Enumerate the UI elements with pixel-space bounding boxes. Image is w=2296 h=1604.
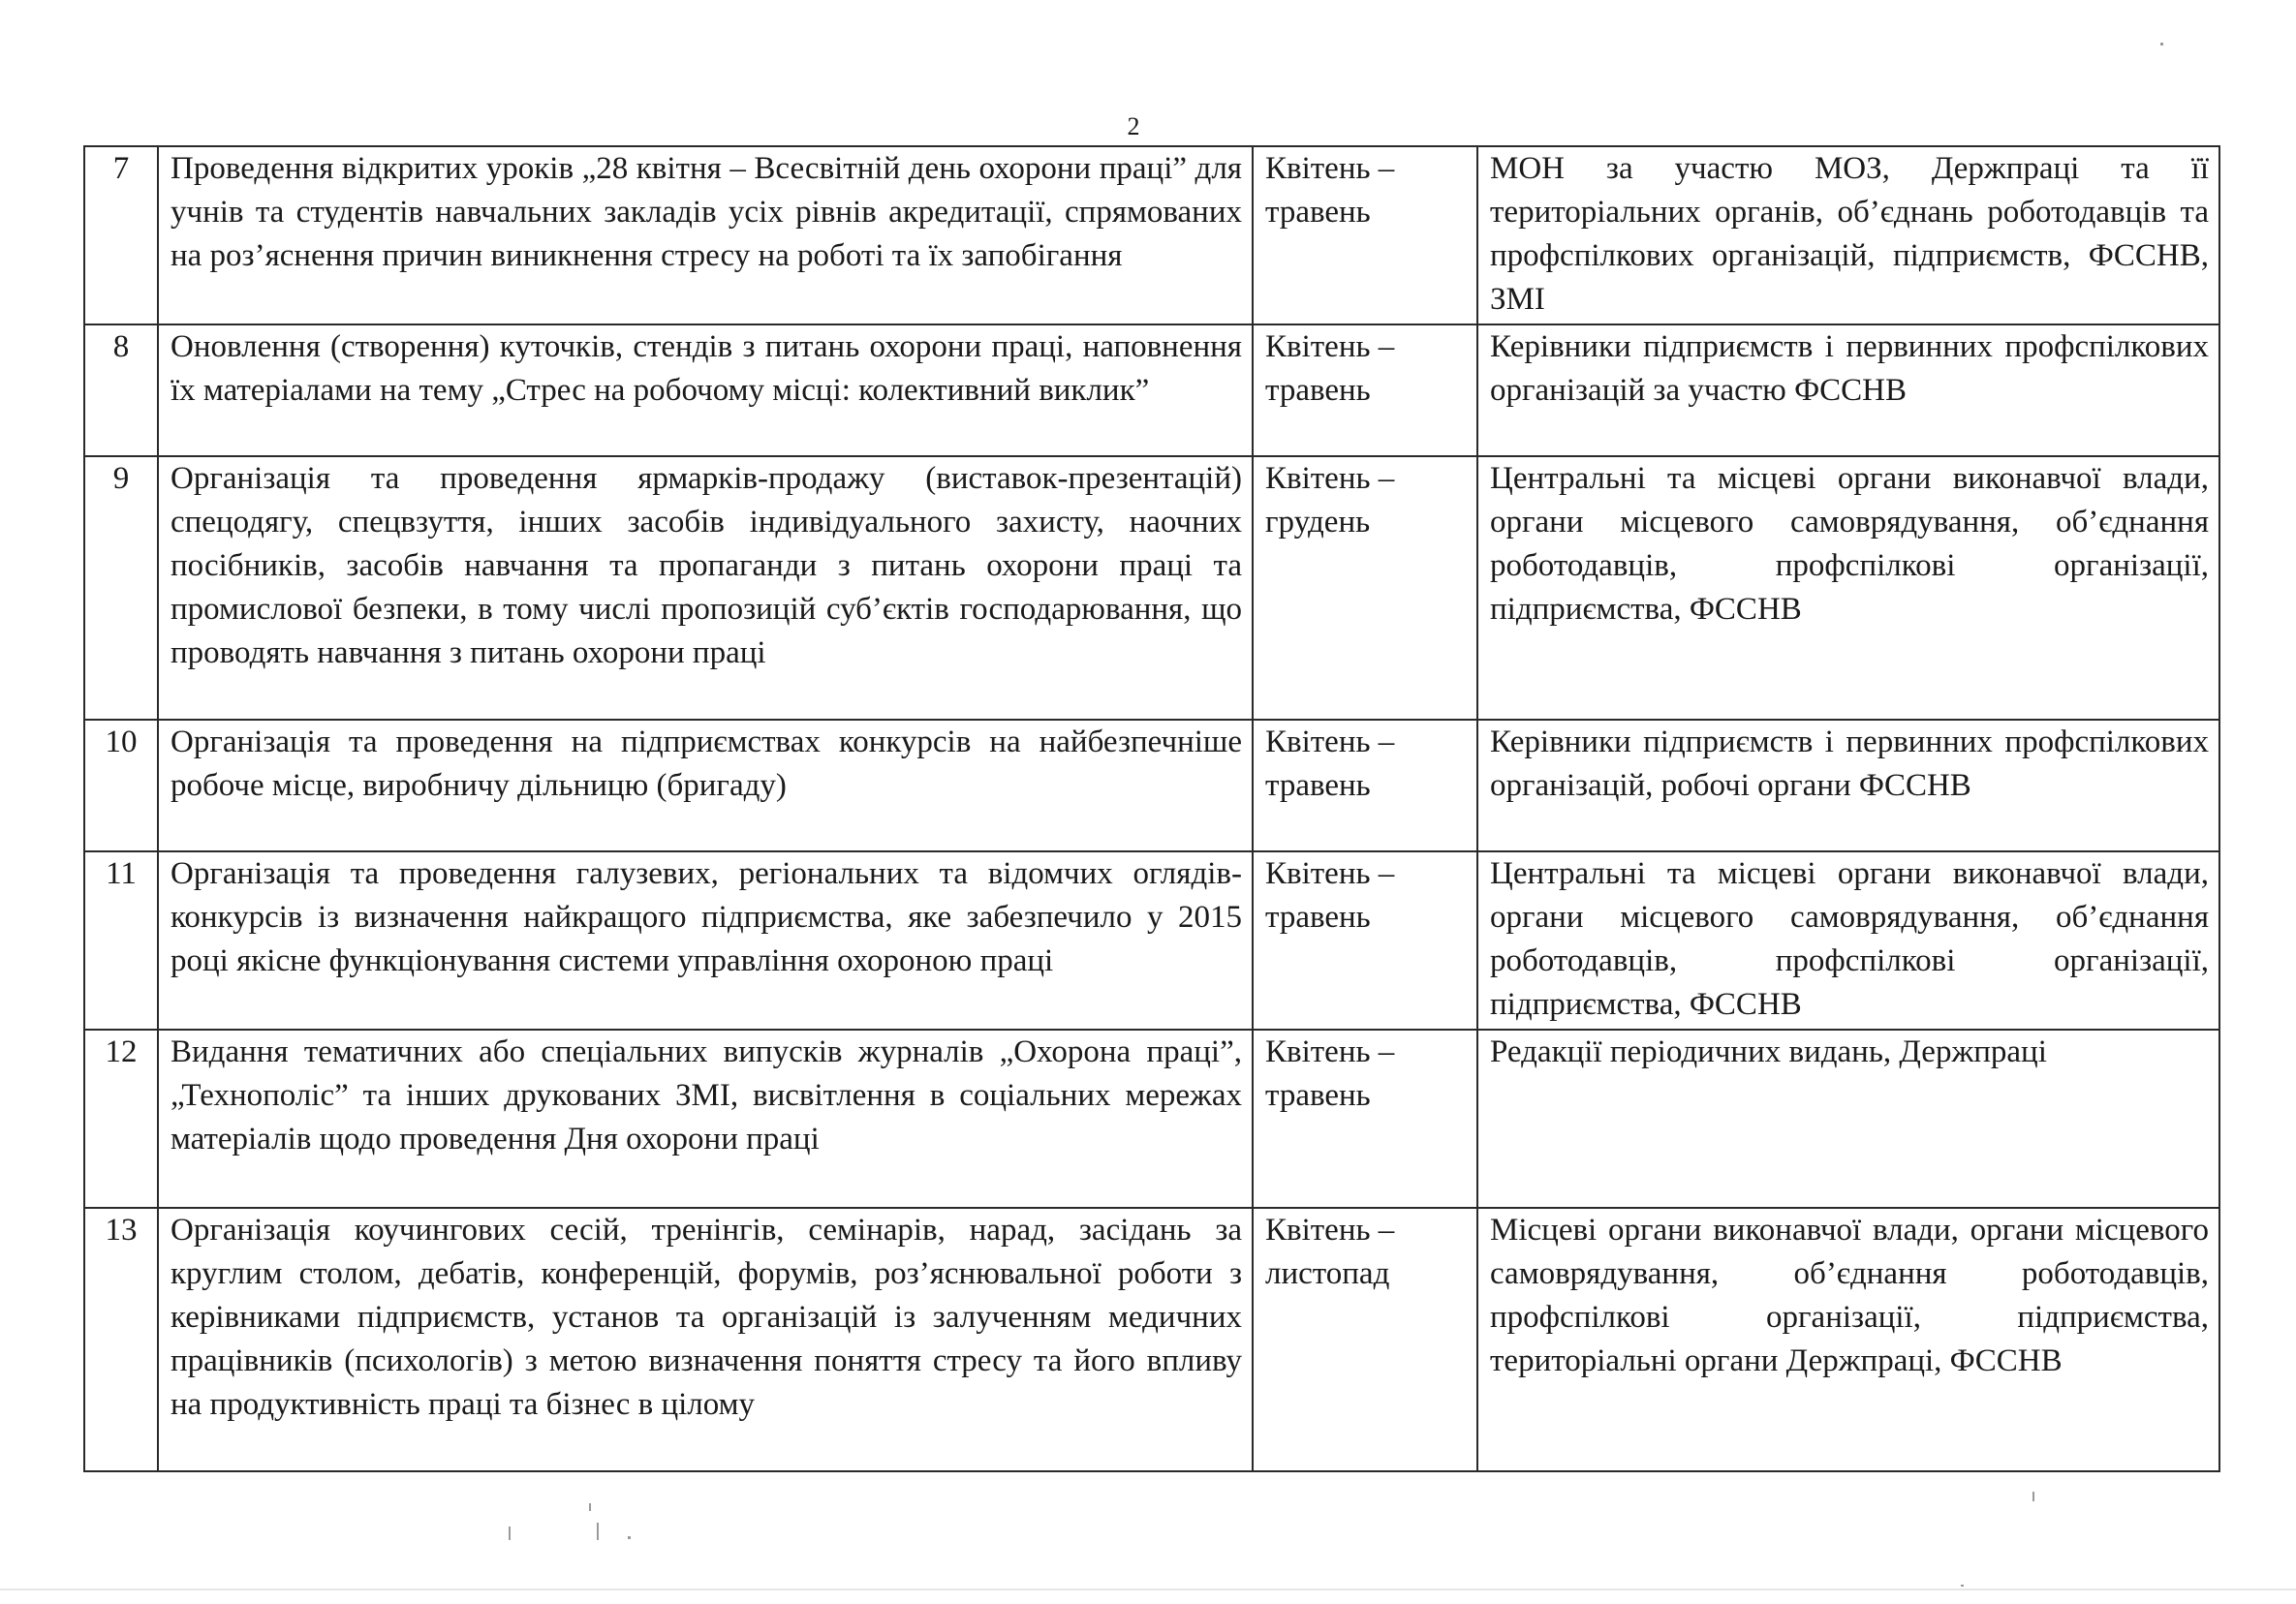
measures-table bbox=[83, 145, 2220, 1472]
responsible-cell: Центральні та місцеві органи виконавчої влади, органи місцевого самоврядування, об’єднання роботодавців, профспілкові організації, підприємства, ФССНВ bbox=[1477, 456, 2219, 720]
table-row bbox=[84, 720, 2219, 851]
row-number: 7 bbox=[84, 146, 158, 324]
activity-cell: Організація коучингових сесій, тренінгів, семінарів, нарад, засідань за круглим столом, дебатів, конференцій, форумів, роз’яснювальної роботи з керівниками підприємств, установ та організацій із залученням медичних працівників (психологів) з метою визначення поняття стресу та його впливу на продуктивність праці та бізнес в цілому bbox=[158, 1208, 1253, 1471]
term-start: Квітень – bbox=[1265, 151, 1395, 186]
term-cell bbox=[1253, 720, 1477, 851]
scan-speck bbox=[597, 1523, 599, 1540]
term-start: Квітень – bbox=[1265, 1034, 1395, 1069]
term-start: Квітень – bbox=[1265, 1213, 1395, 1248]
scan-speck bbox=[1961, 1585, 1964, 1587]
row-number: 11 bbox=[84, 851, 158, 1030]
row-number: 12 bbox=[84, 1030, 158, 1208]
table-row bbox=[84, 851, 2219, 1030]
term-cell bbox=[1253, 324, 1477, 456]
scan-edge bbox=[0, 1589, 2296, 1590]
page-number: 2 bbox=[1127, 112, 1140, 140]
activity-cell: Організація та проведення ярмарків-продажу (виставок-презентацій) спецодягу, спецвзуття, інших засобів індивідуального захисту, наочних посібників, засобів навчання та пропаганди з питань охорони праці та промислової безпеки, в тому числі пропозицій суб’єктів господарювання, що проводять навчання з питань охорони праці bbox=[158, 456, 1253, 720]
table-row bbox=[84, 1030, 2219, 1208]
row-number: 10 bbox=[84, 720, 158, 851]
activity-cell: Організація та проведення галузевих, регіональних та відомчих оглядів-конкурсів із визначення найкращого підприємства, яке забезпечило у 2015 році якісне функціонування системи управління охороною праці bbox=[158, 851, 1253, 1030]
term-start: Квітень – bbox=[1265, 461, 1395, 496]
table-row bbox=[84, 324, 2219, 456]
scan-speck bbox=[589, 1503, 591, 1511]
term-cell bbox=[1253, 1030, 1477, 1208]
table-row bbox=[84, 1208, 2219, 1471]
term-cell bbox=[1253, 851, 1477, 1030]
row-number: 8 bbox=[84, 324, 158, 456]
table-row bbox=[84, 146, 2219, 324]
responsible-cell: Керівники підприємств і первинних профспілкових організацій, робочі органи ФССНВ bbox=[1477, 720, 2219, 851]
term-start: Квітень – bbox=[1265, 725, 1395, 759]
term-end: листопад bbox=[1265, 1256, 1390, 1291]
term-cell bbox=[1253, 1208, 1477, 1471]
term-end: травень bbox=[1265, 373, 1371, 408]
term-cell bbox=[1253, 146, 1477, 324]
table-row bbox=[84, 456, 2219, 720]
term-end: травень bbox=[1265, 1078, 1371, 1113]
responsible-cell: Місцеві органи виконавчої влади, органи місцевого самоврядування, об’єднання роботодавців, профспілкові організації, підприємства, територіальні органи Держпраці, ФССНВ bbox=[1477, 1208, 2219, 1471]
responsible-cell: Керівники підприємств і первинних профспілкових організацій за участю ФССНВ bbox=[1477, 324, 2219, 456]
activity-cell: Оновлення (створення) куточків, стендів з питань охорони праці, наповнення їх матеріалами на тему „Стрес на робочому місці: колективний виклик” bbox=[158, 324, 1253, 456]
responsible-cell: МОН за участю МОЗ, Держпраці та її територіальних органів, об’єднань роботодавців та профспілкових організацій, підприємств, ФССНВ, ЗМІ bbox=[1477, 146, 2219, 324]
term-cell bbox=[1253, 456, 1477, 720]
activity-cell: Видання тематичних або спеціальних випусків журналів „Охорона праці”, „Технополіс” та інших друкованих ЗМІ, висвітлення в соціальних мережах матеріалів щодо проведення Дня охорони праці bbox=[158, 1030, 1253, 1208]
term-start: Квітень – bbox=[1265, 329, 1395, 364]
scan-speck bbox=[628, 1536, 631, 1539]
term-end: грудень bbox=[1265, 505, 1371, 540]
term-end: травень bbox=[1265, 195, 1371, 230]
row-number: 9 bbox=[84, 456, 158, 720]
activity-cell: Проведення відкритих уроків „28 квітня – Всесвітній день охорони праці” для учнів та студентів навчальних закладів усіх рівнів акредитації, спрямованих на роз’яснення причин виникнення стресу на роботі та їх запобігання bbox=[158, 146, 1253, 324]
responsible-cell: Редакції періодичних видань, Держпраці bbox=[1477, 1030, 2219, 1208]
scan-speck bbox=[2160, 43, 2163, 46]
term-end: травень bbox=[1265, 900, 1371, 935]
responsible-cell: Центральні та місцеві органи виконавчої влади, органи місцевого самоврядування, об’єднання роботодавців, профспілкові організації, підприємства, ФССНВ bbox=[1477, 851, 2219, 1030]
term-start: Квітень – bbox=[1265, 856, 1395, 891]
activity-cell: Організація та проведення на підприємствах конкурсів на найбезпечніше робоче місце, виробничу дільницю (бригаду) bbox=[158, 720, 1253, 851]
term-end: травень bbox=[1265, 768, 1371, 803]
scan-speck bbox=[2032, 1492, 2034, 1501]
row-number: 13 bbox=[84, 1208, 158, 1471]
scan-speck bbox=[509, 1527, 511, 1540]
